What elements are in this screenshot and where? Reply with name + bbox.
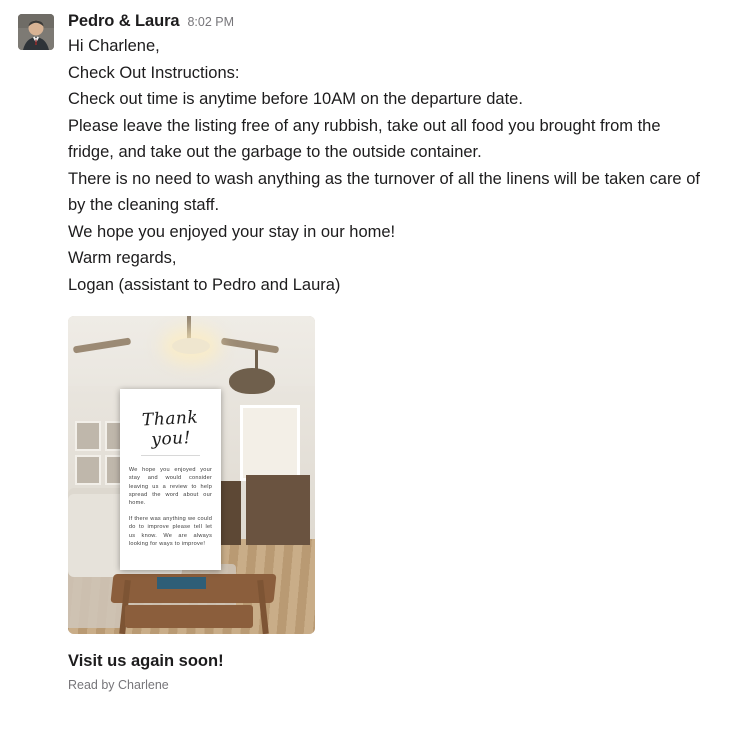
read-receipt: Read by Charlene	[68, 678, 169, 692]
message-body	[68, 12, 713, 692]
message-line: Logan (assistant to Pedro and Laura)	[68, 275, 341, 294]
thank-you-paragraph-2: If there was anything we could do to improve please tell let us know. We are always looking for ways to improve!	[128, 516, 213, 547]
message-image-attachment[interactable]	[68, 316, 315, 634]
avatar[interactable]	[18, 14, 54, 50]
message-line: Warm regards,	[68, 249, 177, 267]
thank-you-paragraph-1: We hope you enjoyed your stay and would consider leaving us a review to help spread the word about our home.	[128, 467, 213, 506]
message-sender[interactable]: Pedro & Laura	[68, 12, 180, 30]
divider	[141, 455, 199, 456]
message-line: Check out time is anytime before 10AM on the departure date.	[68, 90, 523, 108]
message-line: There is no need to wash anything as the turnover of all the linens will be taken care of by the cleaning staff.	[68, 169, 700, 214]
thank-you-heading: Thank you!	[141, 407, 199, 451]
message-line: We hope you enjoyed your stay in our home!	[68, 222, 396, 241]
message-line: Check Out Instructions:	[68, 63, 240, 82]
message-timestamp[interactable]: 8:02 PM	[187, 15, 235, 29]
message-closing: Visit us again soon!	[68, 652, 224, 670]
message-line: Hi Charlene,	[68, 37, 160, 55]
message-header	[68, 12, 713, 31]
thank-you-card	[120, 389, 221, 570]
message-line: Please leave the listing free of any rubbish, take out all food you brought from the fridge, and take out the garbage to the outside container.	[68, 116, 661, 161]
